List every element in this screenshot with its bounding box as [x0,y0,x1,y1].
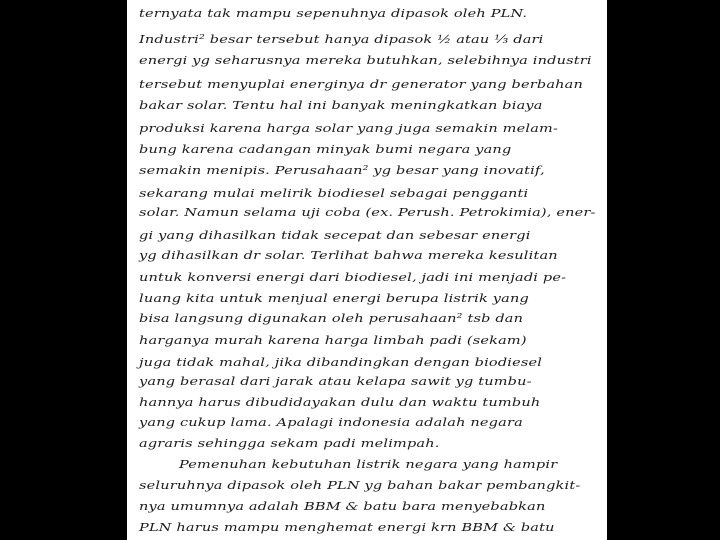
handwritten-line: juga tidak mahal, jika dibandingkan dengan biodiesel [139,355,543,369]
handwritten-line: Industri² besar tersebut hanya dipasok ½ atau ⅓ dari [139,32,544,46]
handwritten-line: tersebut menyuplai energinya dr generator yang berbahan [139,77,584,91]
handwritten-line: semakin menipis. Perusahaan² yg besar yang inovatif, [139,163,545,177]
handwritten-line: agraris sehingga sekam padi melimpah. [139,436,440,450]
handwritten-line: bung karena cadangan minyak bumi negara yang [139,142,512,156]
handwritten-line: Pemenuhan kebutuhan listrik negara yang hampir [179,457,558,471]
handwritten-line: PLN harus mampu menghemat energi krn BBM & batu [139,520,555,534]
handwritten-line: energi yg seharusnya mereka butuhkan, selebihnya industri [139,53,592,67]
handwritten-line: ternyata tak mampu sepenuhnya dipasok oleh PLN. [139,6,528,20]
handwritten-line: seluruhnya dipasok oleh PLN yg bahan bakar pembangkit- [139,478,581,492]
handwritten-line: gi yang dihasilkan tidak secepat dan sebesar energi [139,228,531,242]
handwritten-line: yang berasal dari jarak atau kelapa sawit yg tumbu- [139,374,532,388]
handwritten-line: harganya murah karena harga limbah padi (sekam) [139,333,527,347]
handwritten-line: luang kita untuk menjual energi berupa listrik yang [139,291,529,305]
handwritten-line: untuk konversi energi dari biodiesel, jadi ini menjadi pe- [139,270,567,284]
handwritten-line: nya umumnya adalah BBM & batu bara menyebabkan [139,499,546,513]
handwritten-line: solar. Namun selama uji coba (ex. Perush. Petrokimia), ener- [139,205,596,219]
handwritten-line: bisa langsung digunakan oleh perusahaan² tsb dan [139,311,524,325]
handwritten-line: sekarang mulai melirik biodiesel sebagai pengganti [139,186,529,200]
handwritten-line: hannya harus dibudidayakan dulu dan waktu tumbuh [139,395,541,409]
handwritten-line: bakar solar. Tentu hal ini banyak meningkatkan biaya [139,98,543,112]
handwritten-line: yang cukup lama. Apalagi indonesia adalah negara [139,415,523,429]
handwritten-page [127,0,607,540]
handwritten-line: produksi karena harga solar yang juga semakin melam- [139,121,559,135]
handwritten-line: yg dihasilkan dr solar. Terlihat bahwa mereka kesulitan [139,248,558,262]
